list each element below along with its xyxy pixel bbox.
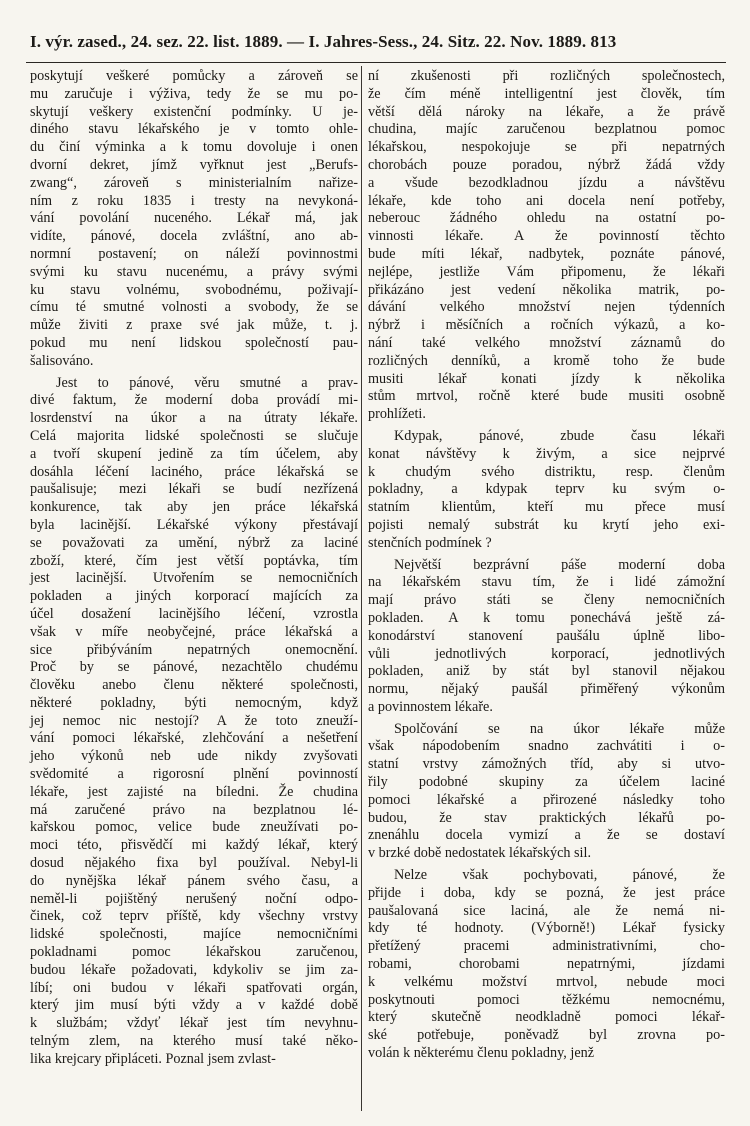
- text-line: konat návštěvy k živým, a sice nejprvé: [368, 445, 725, 462]
- text-line: který jim musí býti vždy a v každé době: [30, 997, 358, 1014]
- text-line: nání také velkého množství záznamů do: [368, 334, 725, 351]
- text-line: svědomité a rigorosní plnění povinností: [30, 766, 358, 783]
- text-line: budou, že stav praktických lékařů po-: [368, 809, 725, 826]
- text-line: jest lacinější. Utvořením se nemocničních: [30, 570, 359, 587]
- text-line: šalisováno.: [30, 352, 94, 369]
- text-line: Nelze však pochybovati, pánové, že: [394, 867, 725, 884]
- text-line: jej nemoc nic nestojí? A že toto zneuží-: [30, 712, 358, 729]
- text-line: k službám; vždyť lékař jest tím nevyhnu-: [30, 1015, 358, 1032]
- paragraph: [368, 867, 725, 1063]
- text-line: stům mrtvol, ročně které bude musiti osobně: [368, 388, 725, 405]
- text-line: skytují veškery existenční podmínky. U je-: [30, 103, 358, 120]
- text-line: robami, chorobami nepatrnými, jízdami: [368, 956, 725, 973]
- text-line: vůli jednotlivých korporací, jednotlivých: [368, 645, 725, 662]
- text-line: a povinnostem lékaře.: [368, 698, 493, 715]
- text-line: účel dosažení lacinějšího léčení, vzrostla: [30, 605, 358, 622]
- text-line: zboží, které, čím jest větší poptávka, tím: [30, 552, 358, 569]
- text-line: a všude bezodkladnou jízdu a návštěvu: [368, 174, 726, 191]
- text-line: címu té smutné volnosti a svobody, že se: [30, 299, 359, 316]
- text-line: vidíte, pánové, docela zvláštní, ano ab-: [30, 228, 359, 245]
- text-line: a tvoří skupení jedině za tím účelem, aby: [30, 445, 359, 462]
- text-line: lidské společnosti, majíce nemocničními: [30, 926, 358, 943]
- text-line: lékaře, kde toho ani docela není potřeby,: [368, 192, 726, 209]
- text-line: divé faktum, že moderní doba provádí mi-: [30, 392, 359, 409]
- text-line: rozličných denníků, a kromě toho že bude: [368, 352, 725, 369]
- text-line: dávání velkého množství nejen týdenních: [368, 299, 726, 316]
- text-line: v brzké době nedostatek lékařských sil.: [368, 845, 591, 862]
- text-line: ní zkušenosti při rozličných společnostech,: [368, 68, 726, 84]
- text-line: svými ku stavu nucenému, a právy svými: [30, 263, 358, 280]
- text-line: paušalisuje; mezi lékaři se budí nezřízená: [30, 481, 359, 498]
- text-line: člověku anebo členu některé společnosti,: [30, 677, 358, 694]
- text-line: poskytují veškeré pomůcky a zároveň se: [30, 68, 358, 84]
- text-line: činek, což teprv příště, kdy všechny vrstvy: [30, 908, 359, 925]
- column-divider: [361, 66, 362, 1111]
- left-column: [30, 68, 358, 1073]
- text-line: normní postavení; on náleží povinnostmi: [30, 245, 359, 262]
- text-line: pokladny, a kdypak teprv ku svým o-: [368, 481, 726, 498]
- text-line: sice přibýváním nepatrných onemocnění.: [30, 641, 358, 658]
- text-line: do nynějška lékař pánem svého času, a: [30, 872, 358, 889]
- text-line: mají právo státi se členy nemocničních: [368, 592, 726, 609]
- paragraph: [368, 721, 725, 863]
- text-line: dosud nějakého fixa byl používal. Nebyl-li: [30, 855, 359, 872]
- text-line: budou lékaře požadovati, kdykoliv se jim za-: [30, 961, 358, 978]
- text-line: že čím méně intelligentní jest člověk, tím: [368, 85, 725, 102]
- text-line: přikázáno jest vedení několika matrik, po-: [368, 281, 725, 298]
- text-line: větší dělá nároky na lékaře, a že právě: [368, 103, 725, 120]
- text-line: Kdypak, pánové, zbude času lékaři: [394, 427, 725, 444]
- text-line: zwang“, zároveň s ministerialním nařize-: [30, 174, 359, 191]
- text-line: konkurence, tak aby jen práce lékařská: [30, 499, 358, 516]
- text-line: ním z roku 1835 i tresty na nevykoná-: [30, 192, 359, 209]
- text-line: znenáhlu docela vymizí a že se dostaví: [368, 827, 725, 844]
- paragraph: [30, 375, 358, 1069]
- text-line: nejlépe, jestliže Vám připomenu, že lékaři: [368, 263, 725, 280]
- text-line: kdy té hodnoty. (Výborně!) Lékař fysicky: [368, 920, 725, 937]
- text-line: pokud mu není lidskou společností pau-: [30, 334, 358, 351]
- text-line: telným zlem, na kterého musí také něko-: [30, 1033, 358, 1050]
- text-line: pomoci lékařské a přirozené následky toho: [368, 791, 725, 808]
- text-line: diného stavu lékařského je v tomto ohle-: [30, 121, 358, 138]
- text-line: dosáhla léčení laciného, práce lékařská se: [30, 463, 358, 480]
- text-line: chudina, majíc zaručenou bezplatnou pomoc: [368, 121, 725, 138]
- text-line: du činí výminka a k tomu dovoluje i onen: [30, 139, 359, 156]
- text-line: bude míti lékař, nadbytek, poznáte pánové,: [368, 245, 726, 262]
- text-line: losrdenství na úkor a na útraty lékaře.: [30, 410, 358, 427]
- text-line: pokladen. A k tomu ponechává ještě zá-: [368, 609, 726, 626]
- text-line: pojisti nemalý substrát ku krytí jeho exi-: [368, 516, 726, 533]
- text-line: musiti lékař konati jízdy k několika: [368, 370, 725, 387]
- text-line: chorobách pouze poradou, nýbrž žádá vždy: [368, 156, 725, 173]
- text-line: statním klientům, kteří mu přece musí: [368, 499, 725, 516]
- paragraph: [368, 557, 725, 717]
- text-line: mu zaručuje i výživa, tedy že se mu po-: [30, 85, 358, 102]
- text-line: Spolčování se na úkor lékaře může: [394, 720, 726, 737]
- text-line: moci této, přisvědčí mi každý lékař, který: [30, 837, 358, 854]
- text-line: byla lacinější. Lékařské výkony přestávají: [30, 516, 358, 533]
- text-line: vinnosti lékaře. A že povinností těchto: [368, 228, 726, 245]
- text-line: může živiti z praxe své jak může, t. j.: [30, 317, 358, 334]
- text-line: neberouc žádného ohledu na ostatní po-: [368, 210, 725, 227]
- text-line: statní vrstvy zámožných tříd, aby si utvo-: [368, 756, 725, 773]
- text-line: jeho výkonů neb ude nikdy zvyšovati: [30, 748, 358, 765]
- text-line: nýbrž i měsíčních a ročních výkazů, a ko-: [368, 317, 725, 334]
- text-line: pokladen, aniž by stát byl stanovil nějakou: [368, 663, 725, 680]
- text-line: který skutečně neodkladně pomoci lékař-: [368, 1009, 726, 1026]
- text-line: poskytnouti pomoci těžkému nemocnému,: [368, 991, 725, 1008]
- paragraph: [368, 68, 725, 424]
- text-line: Jest to pánové, věru smutné a prav-: [56, 374, 358, 391]
- text-line: lika krejcary připláceti. Poznal jsem zvlast-: [30, 1050, 276, 1067]
- text-line: prohlížeti.: [368, 406, 426, 423]
- text-line: ské potřebuje, poněvadž byl zrovna po-: [368, 1027, 725, 1044]
- text-line: k chudým svého distriktu, resp. členům: [368, 463, 726, 480]
- text-line: některé pokladny, býti nemocným, když: [30, 694, 358, 711]
- text-line: přijde i doba, kdy se pozná, že jest práce: [368, 884, 726, 901]
- text-line: líbí; oni budou v lékaři spatřovati orgán,: [30, 979, 358, 996]
- text-line: na lékařském stavu tím, že i lidé zámožní: [368, 574, 726, 591]
- text-line: k velkému možství mrtvol, nebude moci: [368, 973, 725, 990]
- text-line: Proč by se pánové, nezachtělo chudému: [30, 659, 359, 676]
- text-line: vání povolání nuceného. Lékař má, jak: [30, 210, 359, 227]
- text-line: normu, nějaký paušál přiměřený výkonům: [368, 681, 725, 698]
- text-line: pokladen a jiných korporací majících za: [30, 588, 358, 605]
- running-header: I. výr. zased., 24. sez. 22. list. 1889. — I. Jahres-Sess., 24. Sitz. 22. Nov. 1889. 813: [30, 32, 617, 51]
- text-line: však nápodobením snadno zachvátiti i o-: [368, 738, 725, 755]
- text-line: lékařskou, nespokojuje se při nepatrných: [368, 139, 725, 156]
- text-line: dvorní dekret, jímž vyřknut jest „Berufs-: [30, 156, 359, 173]
- right-column: [368, 68, 725, 1067]
- text-line: stenčních podmínek ?: [368, 534, 492, 551]
- text-line: paušalovaná sice laciná, ale že nemá ni-: [368, 902, 725, 919]
- text-line: lékaře, jest zajisté na bíledni. Že chudina: [30, 783, 358, 800]
- header-rule: [26, 62, 726, 63]
- text-line: volán k některému členu pokladny, jenž: [368, 1045, 595, 1062]
- text-line: konodárství stanovení paušálu úplně libo-: [368, 627, 726, 644]
- text-line: Celá majorita lidské společnosti se slučuje: [30, 427, 358, 444]
- text-line: vání pomoci lékařské, zlehčování a nešetření: [30, 730, 358, 747]
- text-line: kařskou pomoc, velice bude zneužívati po-: [30, 819, 359, 836]
- paragraph: [30, 68, 358, 371]
- text-line: přetížený pracemi administrativními, cho-: [368, 938, 726, 955]
- paragraph: [368, 428, 725, 553]
- text-line: se považovati za umění, nýbrž za laciné: [30, 534, 359, 551]
- text-line: však v míře neobyčejné, práce lékařská a: [30, 623, 358, 640]
- text-line: ku stavu volnému, svobodnému, poživají-: [30, 281, 359, 298]
- text-line: má zaručené právo na bezplatnou lé-: [30, 801, 359, 818]
- text-line: řily podobné skupiny za účelem laciné: [368, 774, 726, 791]
- text-line: pokladnami pomoc lékařskou zaručenou,: [30, 944, 358, 961]
- text-line: neměl-li pojištěný nerušený noční odpo-: [30, 890, 358, 907]
- text-line: Největší bezprávní páše moderní doba: [394, 556, 725, 573]
